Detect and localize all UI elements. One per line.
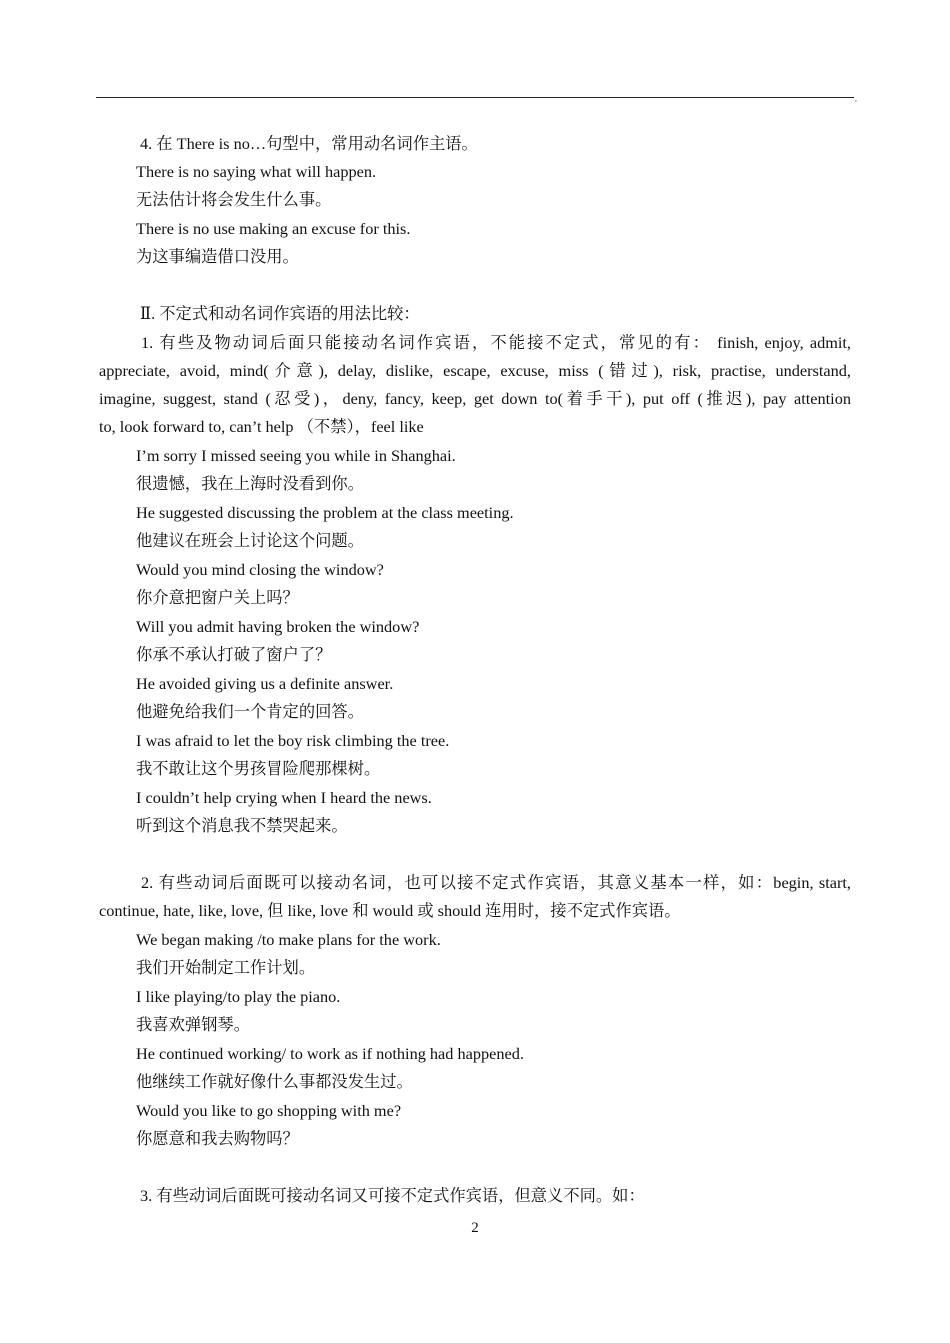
header-rule: [96, 97, 854, 98]
p2-example-5: He continued working/ to work as if nothing had happened.: [136, 1044, 524, 1063]
p1-line-2: appreciate, avoid, mind(介意), delay, dislike, escape, excuse, miss (错过), risk, practise, understand,: [99, 361, 851, 380]
p1-example-10: 他避免给我们一个肯定的回答。: [136, 702, 364, 721]
p3-heading: 3. 有些动词后面既可接动名词又可接不定式作宾语，但意义不同。如：: [140, 1186, 645, 1205]
p2-example-8: 你愿意和我去购物吗？: [136, 1129, 299, 1148]
p1-example-9: He avoided giving us a definite answer.: [136, 674, 394, 693]
sec4-line-2: 无法估计将会发生什么事。: [136, 190, 332, 209]
p2-example-4: 我喜欢弹钢琴。: [136, 1015, 250, 1034]
p2-example-6: 他继续工作就好像什么事都没发生过。: [136, 1072, 413, 1091]
p2-example-2: 我们开始制定工作计划。: [136, 958, 316, 977]
p2-example-3: I like playing/to play the piano.: [136, 987, 341, 1006]
p1-example-8: 你承不承认打破了窗户了？: [136, 645, 332, 664]
p2-example-7: Would you like to go shopping with me?: [136, 1101, 402, 1120]
p1-line-4: to, look forward to, can’t help （不禁），feel like: [99, 417, 424, 436]
p1-example-5: Would you mind closing the window?: [136, 560, 384, 579]
part-ii-heading: Ⅱ. 不定式和动名词作宾语的用法比较：: [140, 304, 420, 323]
p1-example-12: 我不敢让这个男孩冒险爬那棵树。: [136, 759, 381, 778]
p1-example-2: 很遗憾，我在上海时没看到你。: [136, 474, 364, 493]
p1-example-11: I was afraid to let the boy risk climbing the tree.: [136, 731, 450, 750]
p1-example-7: Will you admit having broken the window?: [136, 617, 420, 636]
p1-example-6: 你介意把窗户关上吗？: [136, 588, 299, 607]
header-rule-mark: ,: [855, 94, 857, 103]
page-number: 2: [471, 1220, 479, 1236]
p1-example-13: I couldn’t help crying when I heard the news.: [136, 788, 432, 807]
p1-line-3: imagine, suggest, stand (忍受)，deny, fancy, keep, get down to(着手干), put off (推迟), pay attention: [99, 389, 851, 408]
p1-example-4: 他建议在班会上讨论这个问题。: [136, 531, 364, 550]
p1-line-1: 1. 有些及物动词后面只能接动名词作宾语，不能接不定式，常见的有： finish, enjoy, admit,: [141, 333, 851, 352]
sec4-line-1: There is no saying what will happen.: [136, 162, 377, 181]
sec4-line-4: 为这事编造借口没用。: [136, 247, 299, 266]
p2-line-2: continue, hate, like, love, 但 like, love 和 would 或 should 连用时，接不定式作宾语。: [99, 901, 681, 920]
p2-line-1: 2. 有些动词后面既可以接动名词，也可以接不定式作宾语，其意义基本一样，如：begin, start,: [141, 873, 851, 892]
p1-example-3: He suggested discussing the problem at the class meeting.: [136, 503, 514, 522]
p1-example-14: 听到这个消息我不禁哭起来。: [136, 816, 348, 835]
p1-example-1: I’m sorry I missed seeing you while in Shanghai.: [136, 446, 456, 465]
p2-example-1: We began making /to make plans for the work.: [136, 930, 441, 949]
sec4-line-3: There is no use making an excuse for this.: [136, 219, 411, 238]
section-4-heading: 4. 在 There is no…句型中，常用动名词作主语。: [140, 134, 478, 153]
